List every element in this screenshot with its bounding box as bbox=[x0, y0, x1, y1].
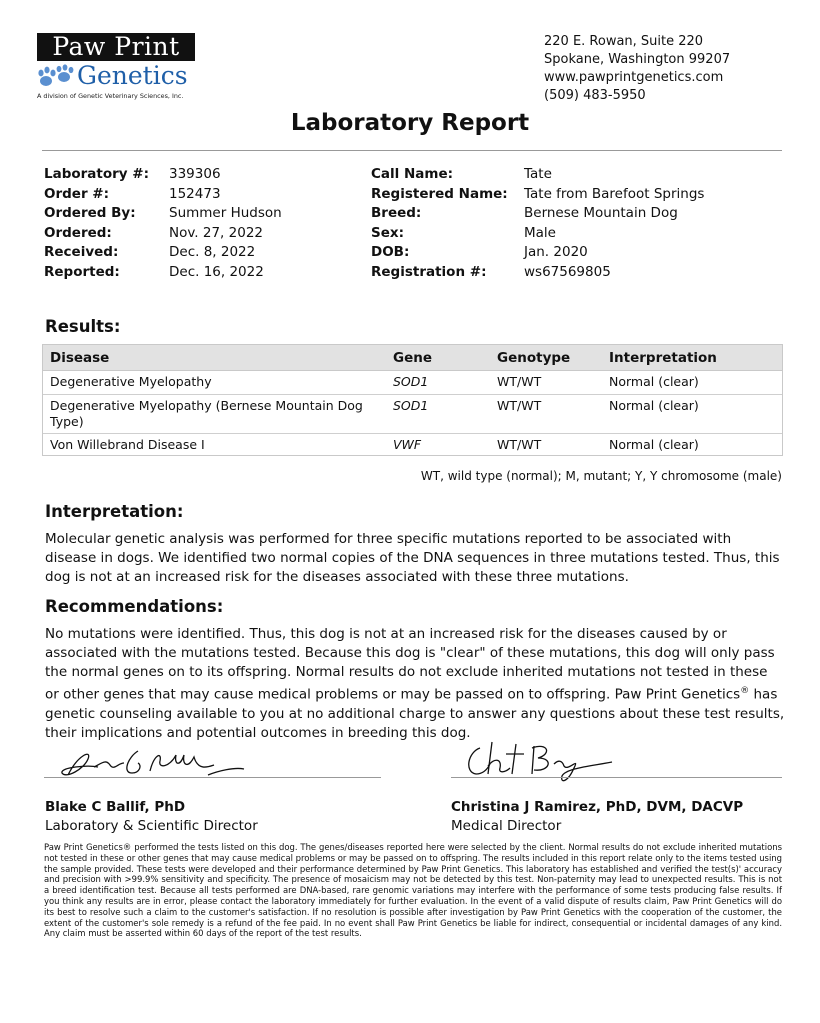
info-row: Order #: 152473 bbox=[44, 185, 221, 202]
address-website[interactable]: www.pawprintgenetics.com bbox=[544, 70, 724, 85]
title-divider bbox=[42, 150, 782, 151]
signatory-role: Medical Director bbox=[451, 818, 562, 834]
results-table bbox=[42, 344, 782, 456]
signature-line bbox=[451, 777, 782, 778]
info-row: Reported: Dec. 16, 2022 bbox=[44, 263, 264, 280]
signatory-role: Laboratory & Scientific Director bbox=[45, 818, 258, 834]
info-row: Ordered: Nov. 27, 2022 bbox=[44, 224, 263, 241]
info-row: DOB: Jan. 2020 bbox=[371, 244, 588, 260]
recommendations-text: No mutations were identified. Thus, this dog is not at an increased risk for the diseases caused by or associated with the mutations tested. Because this dog is "clear" of these mutations, this dog will only pass the normal genes on to its offspring. Normal results do not exclude inherited mutations not tested in these or other genes that may cause medical problems or may be passed on to offspring. Paw Print Genetics® has genetic counseling available to you at no additional charge to answer any questions about these test results, their implications and potential outcomes in breeding this dog. bbox=[45, 626, 785, 741]
interpretation-heading: Interpretation: bbox=[45, 502, 184, 521]
info-row: Call Name: Tate bbox=[371, 166, 552, 182]
col-interpretation: Interpretation bbox=[601, 345, 782, 371]
info-row: Received: Dec. 8, 2022 bbox=[44, 244, 256, 260]
info-row: Registration #: ws67569805 bbox=[371, 263, 611, 280]
col-gene: Gene bbox=[385, 345, 489, 371]
signature-ramirez bbox=[462, 738, 632, 786]
company-address bbox=[544, 33, 730, 105]
genotype-legend: WT, wild type (normal); M, mutant; Y, Y chromosome (male) bbox=[420, 469, 782, 483]
col-disease: Disease bbox=[42, 345, 385, 371]
signature-line bbox=[44, 777, 381, 778]
table-row: Von Willebrand Disease I VWF WT/WT Normal (clear) bbox=[50, 437, 699, 452]
dog-info bbox=[371, 165, 704, 282]
results-heading: Results: bbox=[45, 317, 121, 336]
recommendations-heading: Recommendations: bbox=[45, 597, 224, 616]
order-info bbox=[44, 165, 282, 282]
info-row: Ordered By: Summer Hudson bbox=[44, 205, 282, 221]
info-row: Laboratory #: 339306 bbox=[44, 166, 221, 182]
address-phone: (509) 483-5950 bbox=[544, 88, 646, 103]
address-city: Spokane, Washington 99207 bbox=[544, 52, 731, 67]
logo-tagline: A division of Genetic Veterinary Sciences, Inc. bbox=[37, 92, 184, 100]
legal-disclaimer: Paw Print Genetics® performed the tests listed on this dog. The genes/diseases reported here were selected by the client. Normal results do not exclude inherited mutations not tested in these or other genes that may cause medical problems or may be passed on to offspring. The results included in this report relate only to the items tested using the sample provided. These tests were developed and their performance determined by Paw Print Genetics. This laboratory has established and verified the test(s)' accuracy and precision with >99.9% sensitivity and specificity. The presence of mosaicism may not be detected by this test. Non-paternity may lead to unexpected results. This is not a breed identification test. Because all tests performed are DNA-based, rare genomic variations may interfere with the performance of some tests producing false results. If you think any results are in error, please contact the laboratory immediately for further evaluation. In the event of a valid dispute of results claim, Paw Print Genetics will do its best to resolve such a claim to the customer's satisfaction. If no resolution is possible after investigation by Paw Print Genetics with the cooperation of the customer, the extent of the customer's sole remedy is a refund of the fee paid. In no event shall Paw Print Genetics be liable for indirect, consequential or incidental damages of any kind. Any claim must be asserted within 60 days of the report of the test results. bbox=[44, 842, 782, 939]
signatory-name: Christina J Ramirez, PhD, DVM, DACVP bbox=[451, 799, 744, 815]
signatory-name: Blake C Ballif, PhD bbox=[45, 799, 186, 815]
info-row: Breed: Bernese Mountain Dog bbox=[371, 205, 678, 221]
info-row: Registered Name: Tate from Barefoot Springs bbox=[371, 185, 705, 202]
interpretation-text: Molecular genetic analysis was performed for three specific mutations reported to be associated with disease in dogs. We identified two normal copies of the DNA sequences in three mutations tested. Thus, this dog is not at an increased risk for the diseases associated with these three mutations. bbox=[45, 531, 780, 585]
signature-ballif bbox=[58, 745, 258, 785]
address-street: 220 E. Rowan, Suite 220 bbox=[544, 34, 704, 49]
logo-line2: Genetics bbox=[77, 61, 188, 90]
table-row: Degenerative Myelopathy SOD1 WT/WT Normal (clear) bbox=[42, 371, 782, 395]
col-genotype: Genotype bbox=[489, 345, 601, 371]
info-row: Sex: Male bbox=[371, 224, 556, 241]
table-header-row bbox=[42, 345, 782, 371]
logo-line1: Paw Print bbox=[37, 33, 195, 61]
table-row: Degenerative Myelopathy (Bernese Mountain Dog Type) SOD1 WT/WT Normal (clear) bbox=[42, 395, 782, 434]
company-logo bbox=[37, 33, 197, 101]
report-title: Laboratory Report bbox=[290, 110, 530, 136]
paw-print-icon bbox=[37, 64, 75, 90]
